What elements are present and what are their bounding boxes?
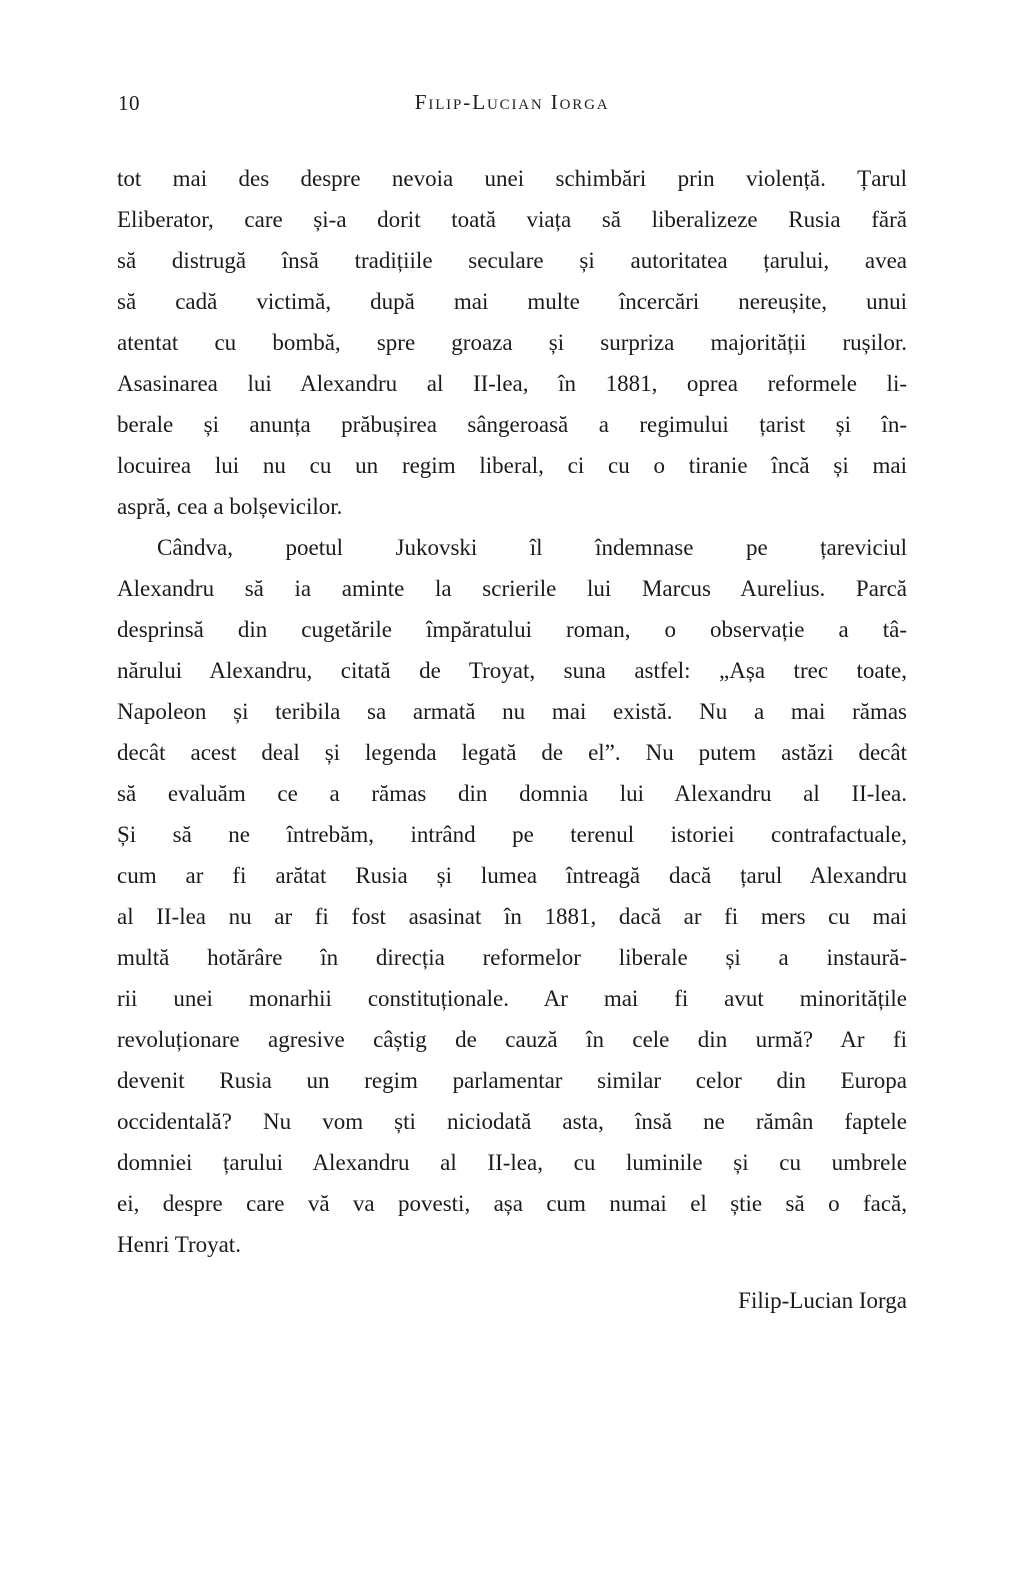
text-line: cum ar fi arătat Rusia și lumea întreagă dacă țarul Alexandru (117, 863, 907, 888)
text-line: ei, despre care vă va povesti, așa cum numai el știe să o facă, (117, 1191, 907, 1216)
text-line: să distrugă însă tradițiile seculare și autoritatea țarului, avea (117, 248, 907, 273)
text-line: revoluționare agresive câștig de cauză în cele din urmă? Ar fi (117, 1027, 907, 1052)
text-line: locuirea lui nu cu un regim liberal, ci cu o tiranie încă și mai (117, 453, 907, 478)
running-header (117, 90, 907, 116)
page-number: 10 (118, 91, 140, 115)
text-line: să cadă victimă, după mai multe încercări nereușite, unui (117, 289, 907, 314)
text-line: atentat cu bombă, spre groaza și surpriza majorității rușilor. (117, 330, 907, 355)
text-line: domniei țarului Alexandru al II-lea, cu luminile și cu umbrele (117, 1150, 907, 1175)
text-line: occidentală? Nu vom ști niciodată asta, însă ne rămân faptele (117, 1109, 907, 1134)
text-line: să evaluăm ce a rămas din domnia lui Alexandru al II-lea. (117, 781, 907, 806)
text-line: Și să ne întrebăm, intrând pe terenul istoriei contrafactuale, (117, 822, 907, 847)
text-line: Asasinarea lui Alexandru al II-lea, în 1881, oprea reformele li- (117, 371, 907, 396)
text-line: rii unei monarhii constituționale. Ar mai fi avut minoritățile (117, 986, 907, 1011)
text-line: multă hotărâre în direcția reformelor liberale și a instaură- (117, 945, 907, 970)
text-line: berale și anunța prăbușirea sângeroasă a regimului țarist și în- (117, 412, 907, 437)
text-line: Cândva, poetul Jukovski îl îndemnase pe țareviciul (157, 535, 907, 560)
text-line: Henri Troyat. (117, 1232, 241, 1257)
text-line: devenit Rusia un regim parlamentar similar celor din Europa (117, 1068, 907, 1093)
running-header-title: Filip-Lucian Iorga (414, 90, 610, 114)
author-signature: Filip-Lucian Iorga (738, 1288, 907, 1313)
paragraph (117, 527, 907, 1265)
text-line: Alexandru să ia aminte la scrierile lui Marcus Aurelius. Parcă (117, 576, 907, 601)
text-line: al II-lea nu ar fi fost asasinat în 1881, dacă ar fi mers cu mai (117, 904, 907, 929)
text-line: desprinsă din cugetările împăratului roman, o observație a tâ- (117, 617, 907, 642)
text-line: decât acest deal și legenda legată de el”. Nu putem astăzi decât (117, 740, 907, 765)
text-line: Eliberator, care și-a dorit toată viața să liberalizeze Rusia fără (117, 207, 907, 232)
text-line: Napoleon și teribila sa armată nu mai există. Nu a mai rămas (117, 699, 907, 724)
text-line: tot mai des despre nevoia unei schimbări prin violență. Țarul (117, 166, 907, 191)
body-text (117, 158, 907, 1321)
paragraph (117, 158, 907, 527)
text-line: aspră, cea a bolșevicilor. (117, 494, 343, 519)
text-line: nărului Alexandru, citată de Troyat, suna astfel: „Așa trec toate, (117, 658, 907, 683)
